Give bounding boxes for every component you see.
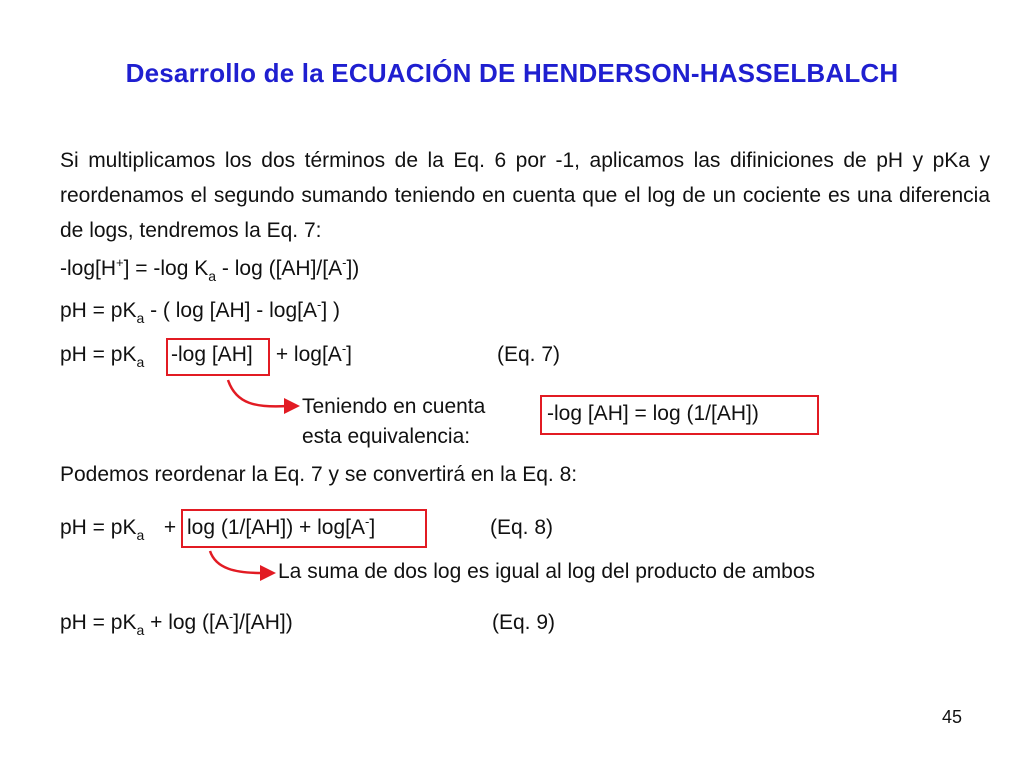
curved-arrow-icon bbox=[222, 378, 312, 428]
eq8-label: (Eq. 8) bbox=[490, 516, 554, 539]
equation-7-boxed-term: -log [AH] bbox=[171, 343, 253, 366]
reorder-text: Podemos reordenar la Eq. 7 y se convertirá en la Eq. 8: bbox=[60, 463, 578, 486]
equivalence-formula: -log [AH] = log (1/[AH]) bbox=[547, 402, 759, 425]
curved-arrow-icon bbox=[204, 549, 284, 589]
note-equivalence-text: Teniendo en cuenta esta equivalencia: bbox=[302, 395, 486, 448]
equation-7: pH = $pK_a$ bbox=[60, 343, 145, 370]
eq9-label: (Eq. 9) bbox=[492, 611, 556, 634]
equation-8-boxed-term: log (1/[AH]) + log[A-] bbox=[187, 514, 376, 539]
intro-paragraph: Si multiplicamos los dos términos de la Eq. 6 por -1, aplicamos las difiniciones de pH y pKa y reordenamos el segundo sumando teniendo en cuenta que el log de un cociente es una diferencia de logs, tendremos la Eq. 7: bbox=[60, 149, 990, 242]
eq7-label: (Eq. 7) bbox=[497, 343, 561, 366]
equation-9: pH = $pK_a + \log ([A^-]/[AH])$ bbox=[60, 609, 293, 638]
note-sum-logs: La suma de dos log es igual al log del producto de ambos bbox=[278, 560, 816, 583]
page-number: 45 bbox=[941, 707, 962, 727]
equation-8: pH = $pK_a$ bbox=[60, 516, 145, 543]
equation-line-1: -log[H+] = -log $K_a$ - log ([AH]/[A-]) bbox=[60, 255, 360, 284]
equation-line-2: pH = $pK_a$ - ( log [AH] - log[A-] ) bbox=[60, 297, 340, 326]
highlight-box-eq7 bbox=[166, 338, 270, 376]
slide-title: Desarrollo de la ECUACIÓN DE HENDERSON-HASSELBALCH bbox=[125, 58, 899, 88]
equation-8-plus: + bbox=[158, 516, 182, 539]
equation-7-rest: + log[A-] bbox=[270, 341, 352, 366]
